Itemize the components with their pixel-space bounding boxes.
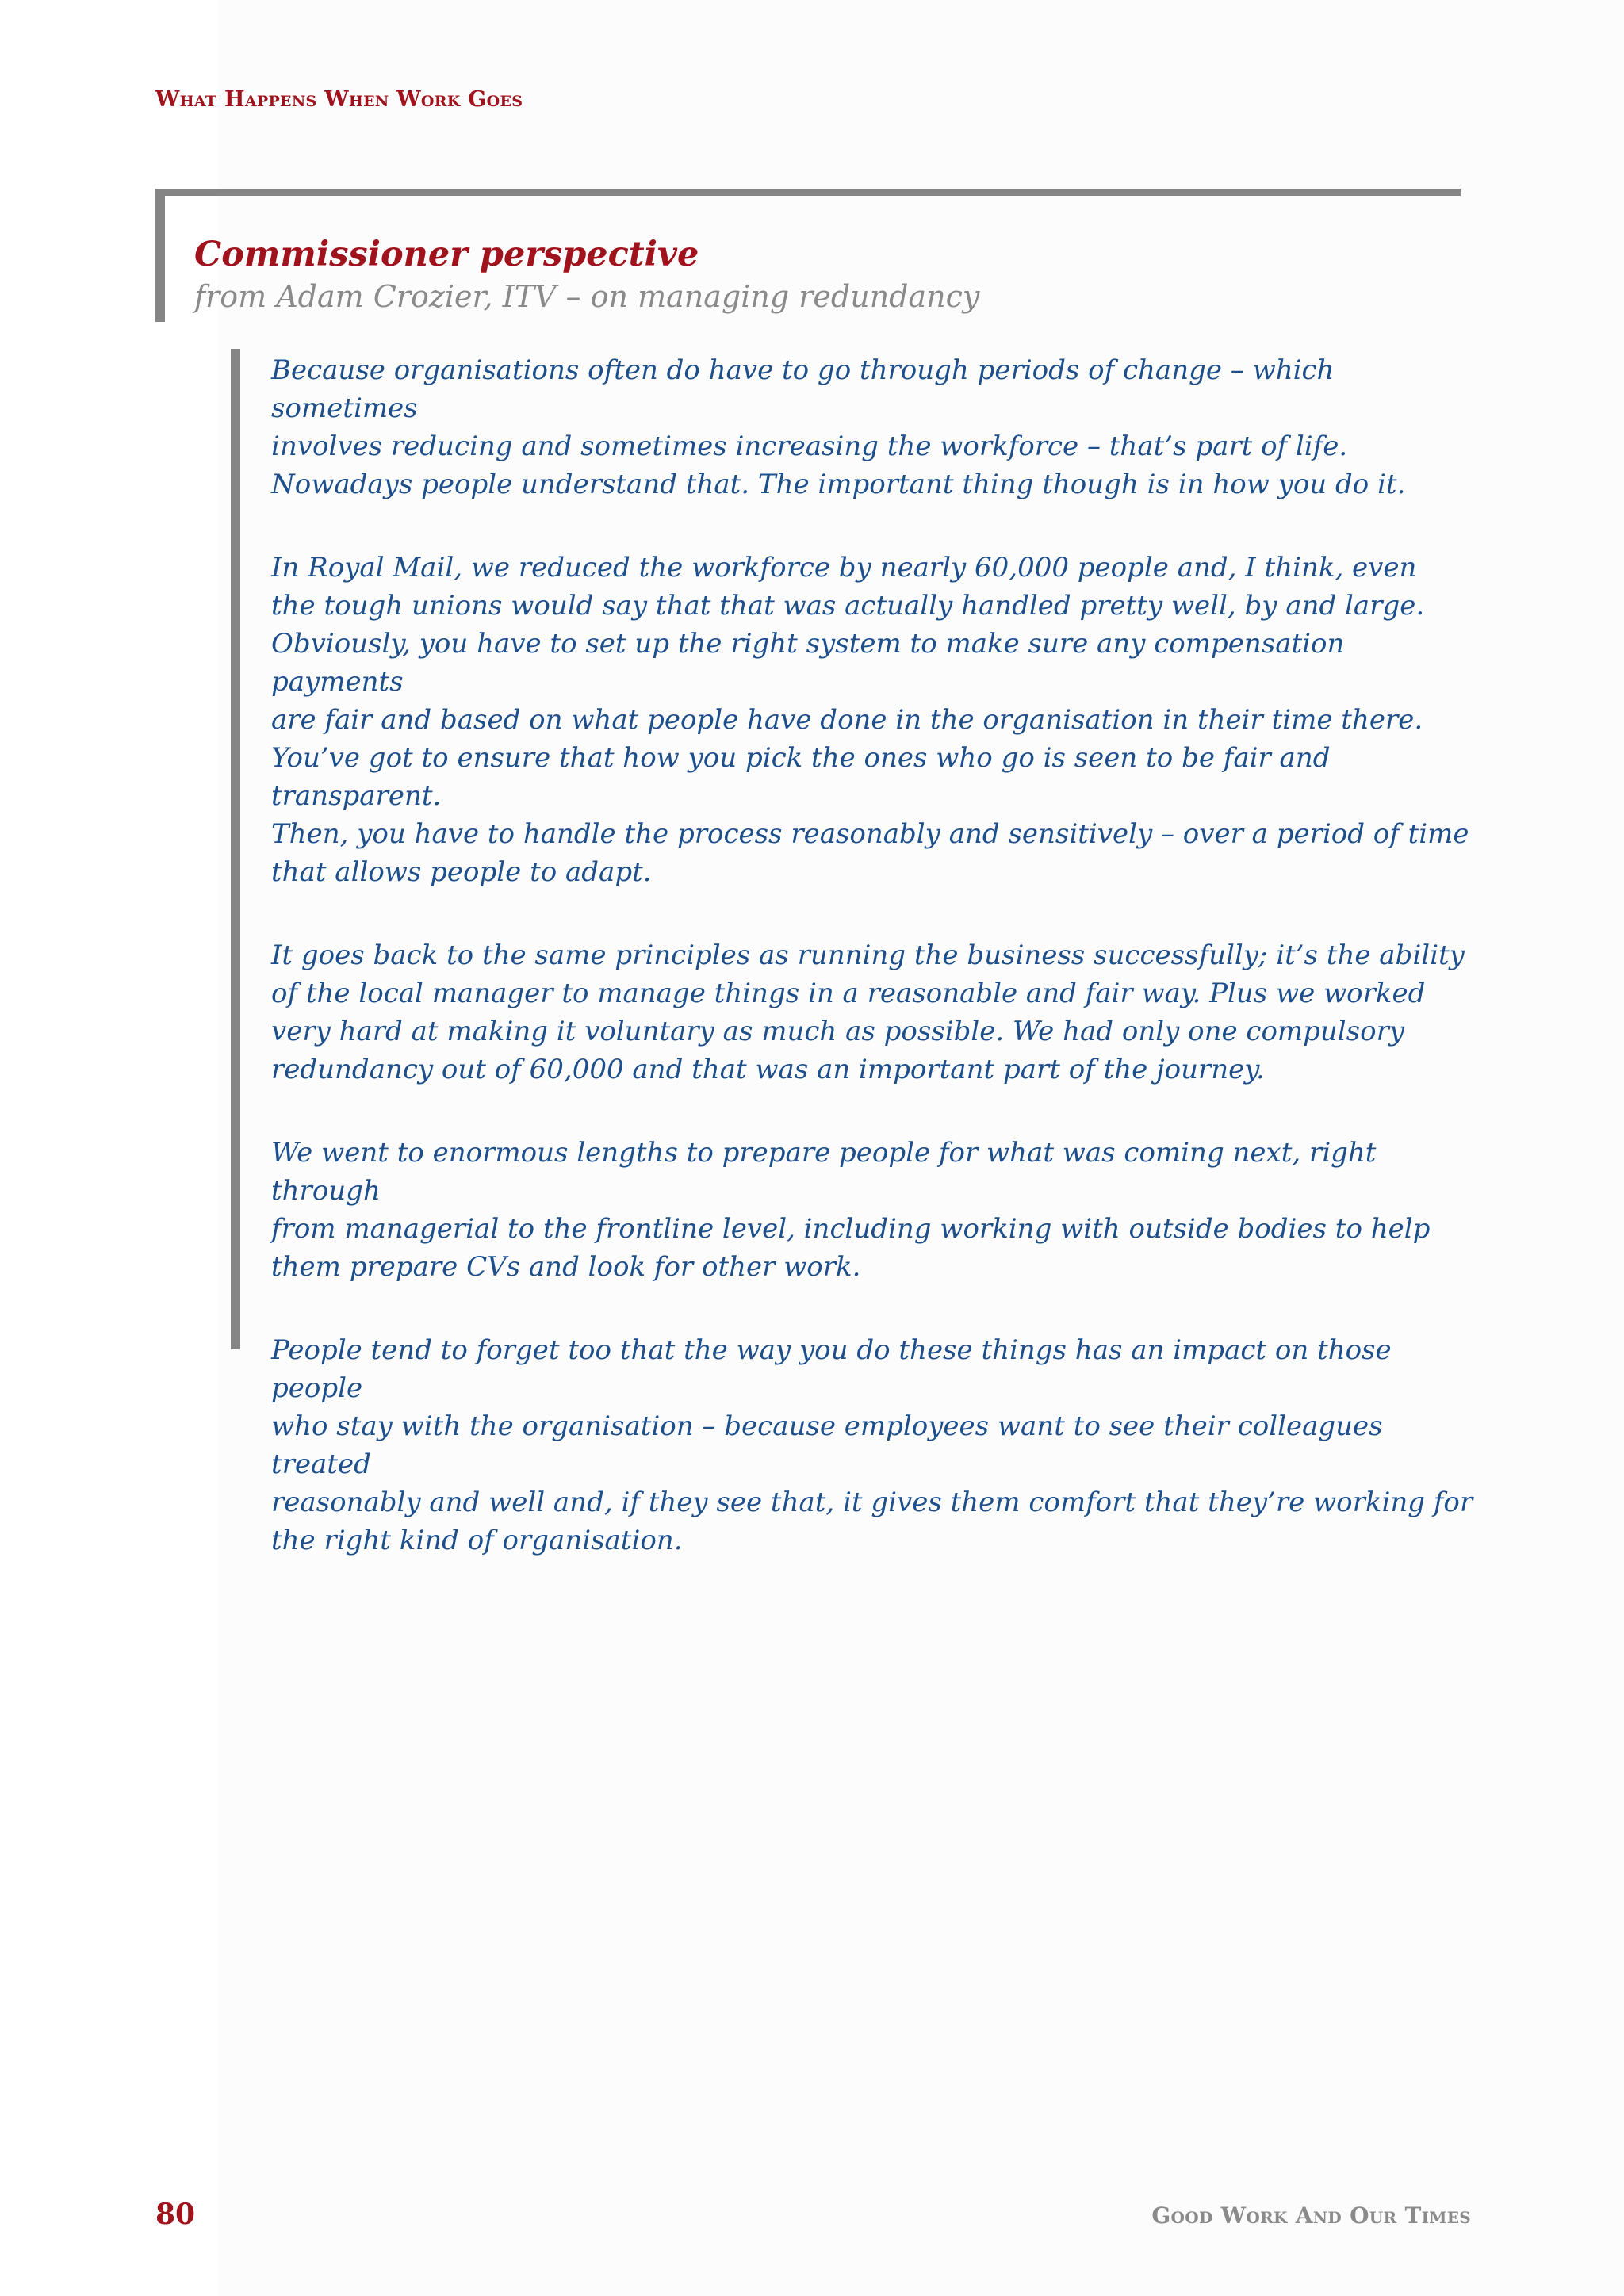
box-title: Commissioner perspective [194,235,699,274]
quote-paragraph: People tend to forget too that the way you do these things has an impact on those people who stay with the organisation – because employees want to see their colleagues treated reasonably and well and, if they see that, it gives them comfort that they’re working for the right kind of organisation. [271,1334,1473,1556]
quote-rule [231,349,240,1349]
quote-paragraph: Because organisations often do have to go through periods of change – which sometimes involves reducing and sometimes increasing the workforce – that’s part of life. Nowadays people understand that. The important thing though is in how you do it. [271,354,1406,500]
quote-body [271,351,1477,1559]
page-margin [0,0,218,2296]
running-footer: Good Work And Our Times [1151,2202,1471,2229]
box-left-rule [155,189,165,322]
box-top-rule [155,189,1461,196]
box-subtitle: from Adam Crozier, ITV – on managing redundancy [194,279,980,314]
page-number: 80 [155,2198,196,2231]
quote-paragraph: In Royal Mail, we reduced the workforce by nearly 60,000 people and, I think, even the tough unions would say that that was actually handled pretty well, by and large. Obviously, you have to set up the right system to make sure any compensation payments are fair and based on what people have done in the organisation in their time there. You’ve got to ensure that how you pick the ones who go is seen to be fair and transparent. Then, you have to handle the process reasonably and sensitively – over a period of time that allows people to adapt. [271,552,1469,888]
quote-paragraph: We went to enormous lengths to prepare people for what was coming next, right through from managerial to the frontline level, including working with outside bodies to help them prepare CVs and look for other work. [271,1137,1431,1283]
running-header: What Happens When Work Goes [155,87,523,112]
quote-paragraph: It goes back to the same principles as running the business successfully; it’s the ability of the local manager to manage things in a reasonable and fair way. Plus we worked very hard at making it voluntary as much as possible. We had only one compulsory redundancy out of 60,000 and that was an important part of the journey. [271,939,1465,1085]
